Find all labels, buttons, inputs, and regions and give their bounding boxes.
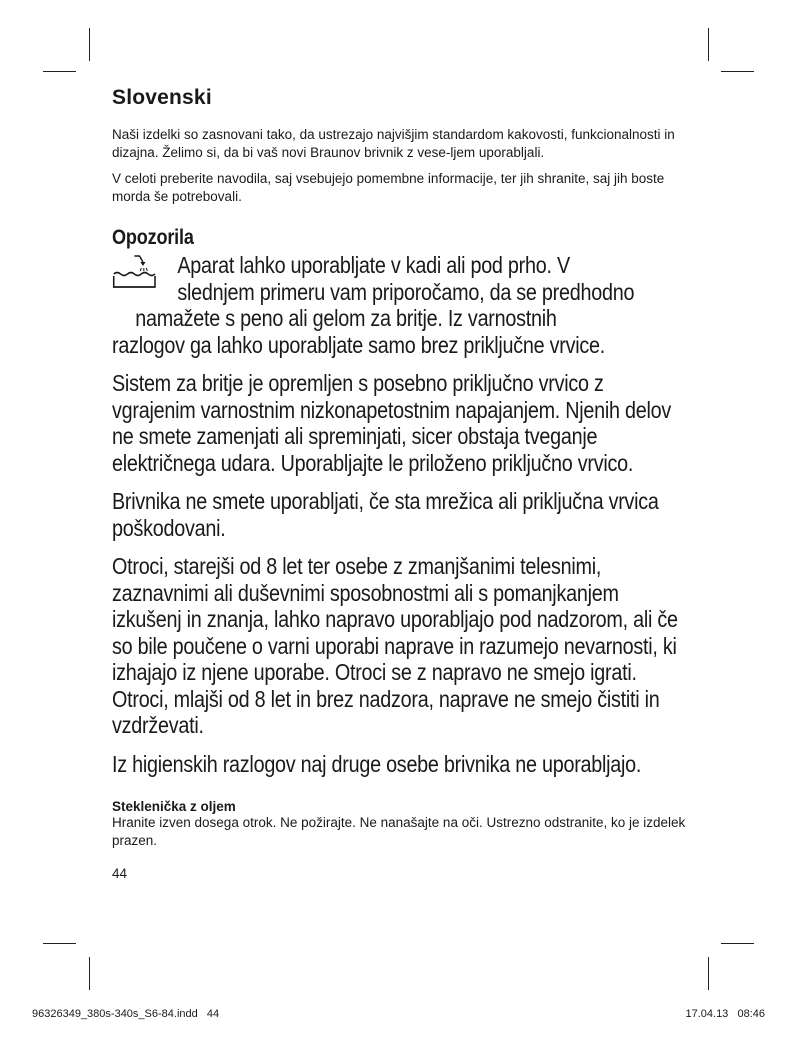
crop-mark-bottom-left-h: [43, 943, 76, 944]
footer-date-time: 17.04.13 08:46: [685, 1008, 765, 1020]
oil-bottle-text: Hranite izven dosega otrok. Ne požirajte. Ne nanašajte na oči. Ustrezno odstranite, ko je izdelek prazen.: [112, 815, 686, 848]
page-content: [112, 86, 692, 881]
crop-mark-top-right-v: [708, 28, 709, 61]
footer-file-name: 96326349_380s-340s_S6-84.indd 44: [32, 1008, 220, 1020]
warning-cord-paragraph: Sistem za britje je opremljen s posebno priključno vrvico z vgrajenim varnostnim nizkonapetostnim napajanjem. Njenih delov ne smete zamenjati ali spreminjati, sicer obstaja tveganje električnega udara. Uporabljajte le priloženo priključno vrvico.: [112, 370, 672, 476]
warning-bath-line-4: razlogov ga lahko uporabljate samo brez priključne vrvice.: [112, 331, 605, 358]
crop-mark-bottom-left-v: [89, 957, 90, 990]
crop-mark-top-left-h: [43, 71, 76, 72]
warning-damage-paragraph: Brivnika ne smete uporabljati, če sta mrežica ali priključna vrvica poškodovani.: [112, 488, 659, 541]
warning-bath-line-2: slednjem primeru vam priporočamo, da se predhodno: [177, 278, 635, 305]
crop-mark-bottom-right-v: [708, 957, 709, 990]
warning-bath-line-1: Aparat lahko uporabljate v kadi ali pod prho. V: [177, 252, 570, 278]
warnings-heading: Opozorila: [112, 226, 194, 249]
language-heading: Slovenski: [112, 86, 212, 109]
bath-shower-icon: [112, 254, 157, 290]
warning-bath-paragraph: [112, 252, 688, 358]
warning-children-paragraph: Otroci, starejši od 8 let ter osebe z zmanjšanimi telesnimi, zaznavnimi ali duševnimi sposobnostmi ali s pomanjkanjem izkušenj in znanja, lahko napravo uporabljajo pod nadzorom, ali če so bile poučene o varni uporabi naprave in razumejo nevarnosti, ki izhajajo iz njene uporabe. Otroci se z napravo ne smejo igrati. Otroci, mlajši od 8 let in brez nadzora, naprave ne smejo čistiti in vzdrževati.: [112, 553, 678, 738]
intro-paragraph-2: V celoti preberite navodila, saj vsebujejo pomembne informacije, ter jih shranite, saj jih boste morda še potrebovali.: [112, 171, 665, 204]
crop-mark-top-right-h: [721, 71, 754, 72]
intro-paragraph-1: Naši izdelki so zasnovani tako, da ustrezajo najvišjim standardom kakovosti, funkcionalnosti in dizajna. Želimo si, da bi vaš novi Braunov brivnik z vese-ljem uporabljali.: [112, 127, 675, 160]
crop-mark-top-left-v: [89, 28, 90, 61]
page-number: 44: [112, 866, 128, 881]
warning-hygiene-paragraph: Iz higienskih razlogov naj druge osebe brivnika ne uporabljajo.: [112, 750, 642, 777]
warning-bath-line-3: namažete s peno ali gelom za britje. Iz varnostnih: [135, 305, 557, 331]
crop-mark-bottom-right-h: [721, 943, 754, 944]
oil-bottle-heading: Steklenička z oljem: [112, 799, 236, 814]
